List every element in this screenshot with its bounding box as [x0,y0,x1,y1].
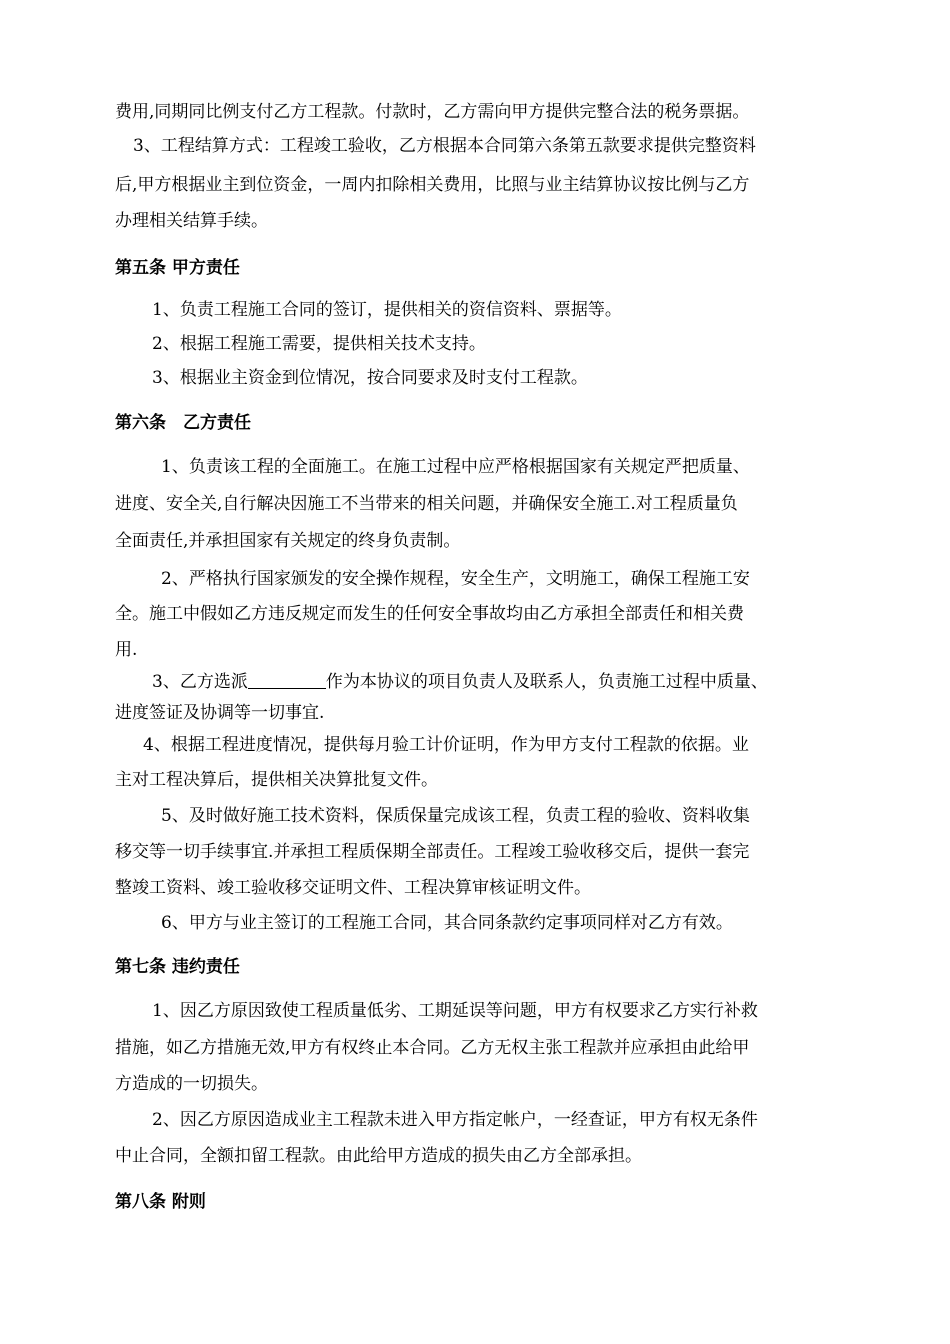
text-line: 进度签证及协调等一切事宜. [115,703,325,723]
text-line [152,672,768,692]
text-line: 4、根据工程进度情况，提供每月验工计价证明，作为甲方支付工程款的依据。业 [143,735,749,755]
text-line: 费用,同期同比例支付乙方工程款。付款时，乙方需向甲方提供完整合法的税务票据。 [115,102,750,122]
text-line: 整竣工资料、竣工验收移交证明文件、工程决算审核证明文件。 [115,878,591,898]
text-line: 用. [115,640,138,660]
text-line: 办理相关结算手续。 [115,211,268,231]
text-line: 3、工程结算方式：工程竣工验收，乙方根据本合同第六条第五款要求提供完整资料 [133,136,756,156]
text-line: 全。施工中假如乙方违反规定而发生的任何安全事故均由乙方承担全部责任和相关费 [115,604,744,624]
text-line: 主对工程决算后，提供相关决算批复文件。 [115,770,438,790]
section-heading: 第八条 附则 [115,1192,206,1212]
fill-in-blank[interactable] [248,672,326,689]
text-line: 6、甲方与业主签订的工程施工合同，其合同条款约定事项同样对乙方有效。 [161,913,733,933]
section-heading: 第六条 乙方责任 [115,413,251,433]
section-heading: 第七条 违约责任 [115,957,240,977]
text-fragment: 3、乙方选派 [152,672,248,692]
text-line: 全面责任,并承担国家有关规定的终身负责制。 [115,531,461,551]
text-line: 3、根据业主资金到位情况，按合同要求及时支付工程款。 [152,368,588,388]
text-line: 2、根据工程施工需要，提供相关技术支持。 [152,334,486,354]
text-line: 移交等一切手续事宜.并承担工程质保期全部责任。工程竣工验收移交后，提供一套完 [115,842,750,862]
section-heading: 第五条 甲方责任 [115,258,240,278]
text-line: 进度、安全关,自行解决因施工不当带来的相关问题，并确保安全施工.对工程质量负 [115,494,738,514]
text-line: 后,甲方根据业主到位资金，一周内扣除相关费用，比照与业主结算协议按比例与乙方 [115,175,750,195]
text-line: 2、因乙方原因造成业主工程款未进入甲方指定帐户，一经查证，甲方有权无条件 [152,1110,758,1130]
text-line: 2、严格执行国家颁发的安全操作规程，安全生产，文明施工，确保工程施工安 [161,569,750,589]
text-fragment: 作为本协议的项目负责人及联系人，负责施工过程中质量、 [325,672,768,692]
text-line: 1、因乙方原因致使工程质量低劣、工期延误等问题，甲方有权要求乙方实行补救 [152,1001,758,1021]
text-line: 1、负责工程施工合同的签订，提供相关的资信资料、票据等。 [152,300,622,320]
text-line: 方造成的一切损失。 [115,1074,268,1094]
text-line: 中止合同，全额扣留工程款。由此给甲方造成的损失由乙方全部承担。 [115,1146,642,1166]
text-line: 措施，如乙方措施无效,甲方有权终止本合同。乙方无权主张工程款并应承担由此给甲 [115,1038,750,1058]
text-line: 1、负责该工程的全面施工。在施工过程中应严格根据国家有关规定严把质量、 [161,457,750,477]
text-line: 5、及时做好施工技术资料，保质保量完成该工程，负责工程的验收、资料收集 [161,806,750,826]
